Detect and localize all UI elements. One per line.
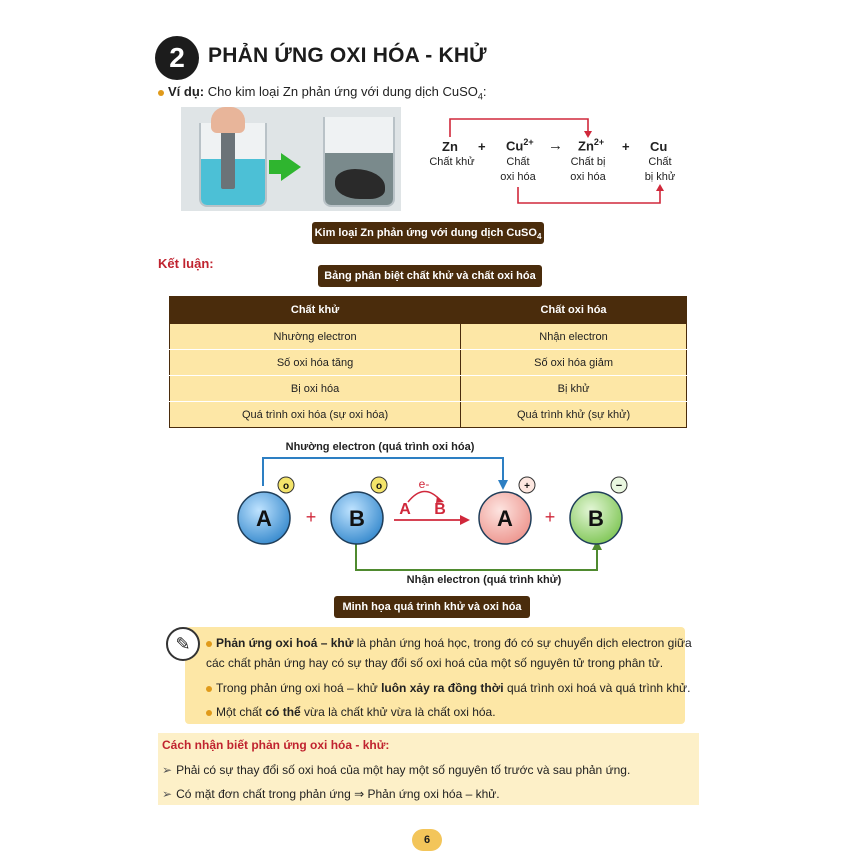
section-number-badge: 2 bbox=[155, 36, 199, 80]
comparison-table bbox=[169, 296, 687, 428]
atom-b-neutral-label: B bbox=[349, 506, 365, 531]
reaction-arrowhead-icon bbox=[460, 515, 470, 525]
bullet-icon bbox=[206, 710, 212, 716]
donate-arrowhead-icon bbox=[498, 480, 508, 490]
label-zn-ion-line2: oxi hóa bbox=[570, 171, 606, 183]
page-number: 6 bbox=[412, 829, 442, 851]
table-cell: Bị khử bbox=[461, 376, 687, 402]
label-cu-line1: Chất bbox=[648, 156, 672, 168]
reduction-arrow bbox=[518, 187, 660, 203]
mid-label-b: B bbox=[434, 501, 446, 518]
photo-caption-text: Kim loại Zn phản ứng với dung dịch CuSO bbox=[314, 227, 537, 239]
plus-sign-1: + bbox=[305, 507, 317, 527]
reaction-equation bbox=[420, 107, 680, 211]
eq-plus-2: + bbox=[622, 139, 630, 154]
table-cell: Số oxi hóa giảm bbox=[461, 350, 687, 376]
label-cu-ion-line1: Chất bbox=[506, 156, 530, 168]
charge-a2: + bbox=[524, 481, 530, 492]
label-cu-ion-line2: oxi hóa bbox=[500, 171, 536, 183]
pencil-note-icon: ✎ bbox=[166, 627, 200, 661]
reduction-arrowhead-icon bbox=[656, 184, 664, 191]
charge-b2: − bbox=[615, 480, 623, 492]
example-label: Ví dụ: bbox=[168, 84, 205, 99]
eq-cu-ion-symbol: Cu bbox=[506, 138, 524, 154]
eq-zn-ion-symbol: Zn bbox=[578, 138, 594, 154]
table-row bbox=[170, 402, 687, 428]
electron-label: e- bbox=[418, 477, 430, 491]
oxidation-arrow bbox=[450, 119, 588, 137]
label-cu bbox=[630, 155, 690, 185]
table-cell: Nhường electron bbox=[170, 324, 461, 350]
table-header-reducer: Chất khử bbox=[170, 297, 461, 324]
zinc-strip bbox=[221, 125, 235, 189]
recognition-line-2 bbox=[162, 787, 500, 801]
eq-arrow: → bbox=[548, 137, 563, 154]
recognition-line-2-post: Phản ứng oxi hóa – khử. bbox=[364, 787, 500, 801]
example-subscript: 4 bbox=[477, 91, 483, 102]
example-colon: : bbox=[482, 84, 487, 99]
charge-b1: o bbox=[375, 481, 383, 492]
table-cell: Quá trình khử (sự khử) bbox=[461, 402, 687, 428]
note-2-rest: quá trình oxi hoá và quá trình khử. bbox=[503, 681, 691, 695]
example-line bbox=[158, 84, 487, 102]
arrow-bullet-icon: ➢ bbox=[162, 787, 173, 801]
plus-sign-2: + bbox=[544, 507, 556, 527]
diagram-caption: Minh họa quá trình khử và oxi hóa bbox=[334, 596, 530, 618]
note-3-bold: có thể bbox=[265, 705, 301, 719]
note-1-rest: là phản ứng hoá học, trong đó có sự chuyển dịch electron giữa bbox=[353, 636, 692, 650]
note-3-rest: vừa là chất khử vừa là chất oxi hóa. bbox=[300, 705, 496, 719]
eq-zn: Zn bbox=[442, 139, 458, 154]
table-header-oxidizer: Chất oxi hóa bbox=[461, 297, 687, 324]
implies-icon: ⇒ bbox=[354, 787, 365, 801]
table-caption: Bảng phân biệt chất khử và chất oxi hóa bbox=[318, 265, 542, 287]
section-title: PHẢN ỨNG OXI HÓA - KHỬ bbox=[208, 44, 487, 67]
table-cell: Nhận electron bbox=[461, 324, 687, 350]
recognition-line-1 bbox=[162, 763, 630, 777]
accept-electron-label: Nhận electron (quá trình khử) bbox=[406, 574, 562, 586]
bullet-icon bbox=[206, 641, 212, 647]
recognition-line-2-pre: Có mặt đơn chất trong phản ứng bbox=[176, 787, 355, 801]
table-cell: Bị oxi hóa bbox=[170, 376, 461, 402]
recognition-line-1-text: Phải có sự thay đổi số oxi hoá của một hay một số nguyên tố trước và sau phản ứng. bbox=[176, 763, 631, 777]
photo-caption bbox=[312, 222, 544, 244]
ion-b-label: B bbox=[588, 506, 604, 531]
label-cu-ion bbox=[488, 155, 548, 185]
recognition-title: Cách nhận biết phản ứng oxi hóa - khử: bbox=[162, 738, 390, 752]
eq-cu-ion bbox=[506, 137, 534, 153]
eq-zn-ion bbox=[578, 137, 604, 153]
bullet-icon bbox=[206, 686, 212, 692]
note-2-pre: Trong phản ứng oxi hoá – khử bbox=[216, 681, 382, 695]
note-1 bbox=[206, 634, 692, 652]
mid-label-a: A bbox=[399, 501, 411, 518]
table-row bbox=[170, 324, 687, 350]
label-zn: Chất khử bbox=[429, 156, 475, 168]
charge-a1: o bbox=[282, 481, 290, 492]
beaker-after bbox=[323, 117, 395, 207]
eq-zn-ion-charge: 2+ bbox=[593, 137, 605, 147]
table-row bbox=[170, 350, 687, 376]
ion-a-label: A bbox=[497, 506, 513, 531]
label-cu-line2: bị khử bbox=[644, 171, 676, 183]
note-1-bold: Phản ứng oxi hoá – khử bbox=[216, 636, 354, 650]
table-row bbox=[170, 376, 687, 402]
note-2-bold: luôn xảy ra đồng thời bbox=[381, 681, 504, 695]
bullet-icon bbox=[158, 90, 164, 96]
electron-transfer-diagram bbox=[0, 430, 857, 590]
conclusion-heading: Kết luận: bbox=[158, 256, 214, 271]
label-zn-ion bbox=[558, 155, 618, 185]
table-cell: Số oxi hóa tăng bbox=[170, 350, 461, 376]
photo-caption-subscript: 4 bbox=[536, 232, 542, 242]
arrow-right-icon bbox=[281, 153, 301, 181]
experiment-photo bbox=[181, 107, 401, 211]
atom-a-neutral-label: A bbox=[256, 506, 272, 531]
eq-cu-ion-charge: 2+ bbox=[523, 137, 534, 147]
note-3-pre: Một chất bbox=[216, 705, 266, 719]
eq-plus-1: + bbox=[478, 139, 486, 154]
hand bbox=[211, 107, 245, 133]
table-cell: Quá trình oxi hóa (sự oxi hóa) bbox=[170, 402, 461, 428]
note-1-line2: các chất phản ứng hay có sự thay đổi số oxi hoá của một số nguyên tử trong phân tử. bbox=[206, 656, 664, 670]
eq-cu: Cu bbox=[650, 139, 668, 154]
donate-electron-label: Nhường electron (quá trình oxi hóa) bbox=[285, 441, 475, 453]
note-3 bbox=[206, 703, 496, 721]
note-2 bbox=[206, 679, 690, 697]
example-text: Cho kim loại Zn phản ứng với dung dịch CuSO bbox=[207, 84, 478, 99]
table-header-row bbox=[170, 297, 687, 324]
arrow-bullet-icon: ➢ bbox=[162, 763, 173, 777]
accept-arrow bbox=[356, 542, 597, 570]
label-zn-ion-line1: Chất bị bbox=[570, 156, 606, 168]
